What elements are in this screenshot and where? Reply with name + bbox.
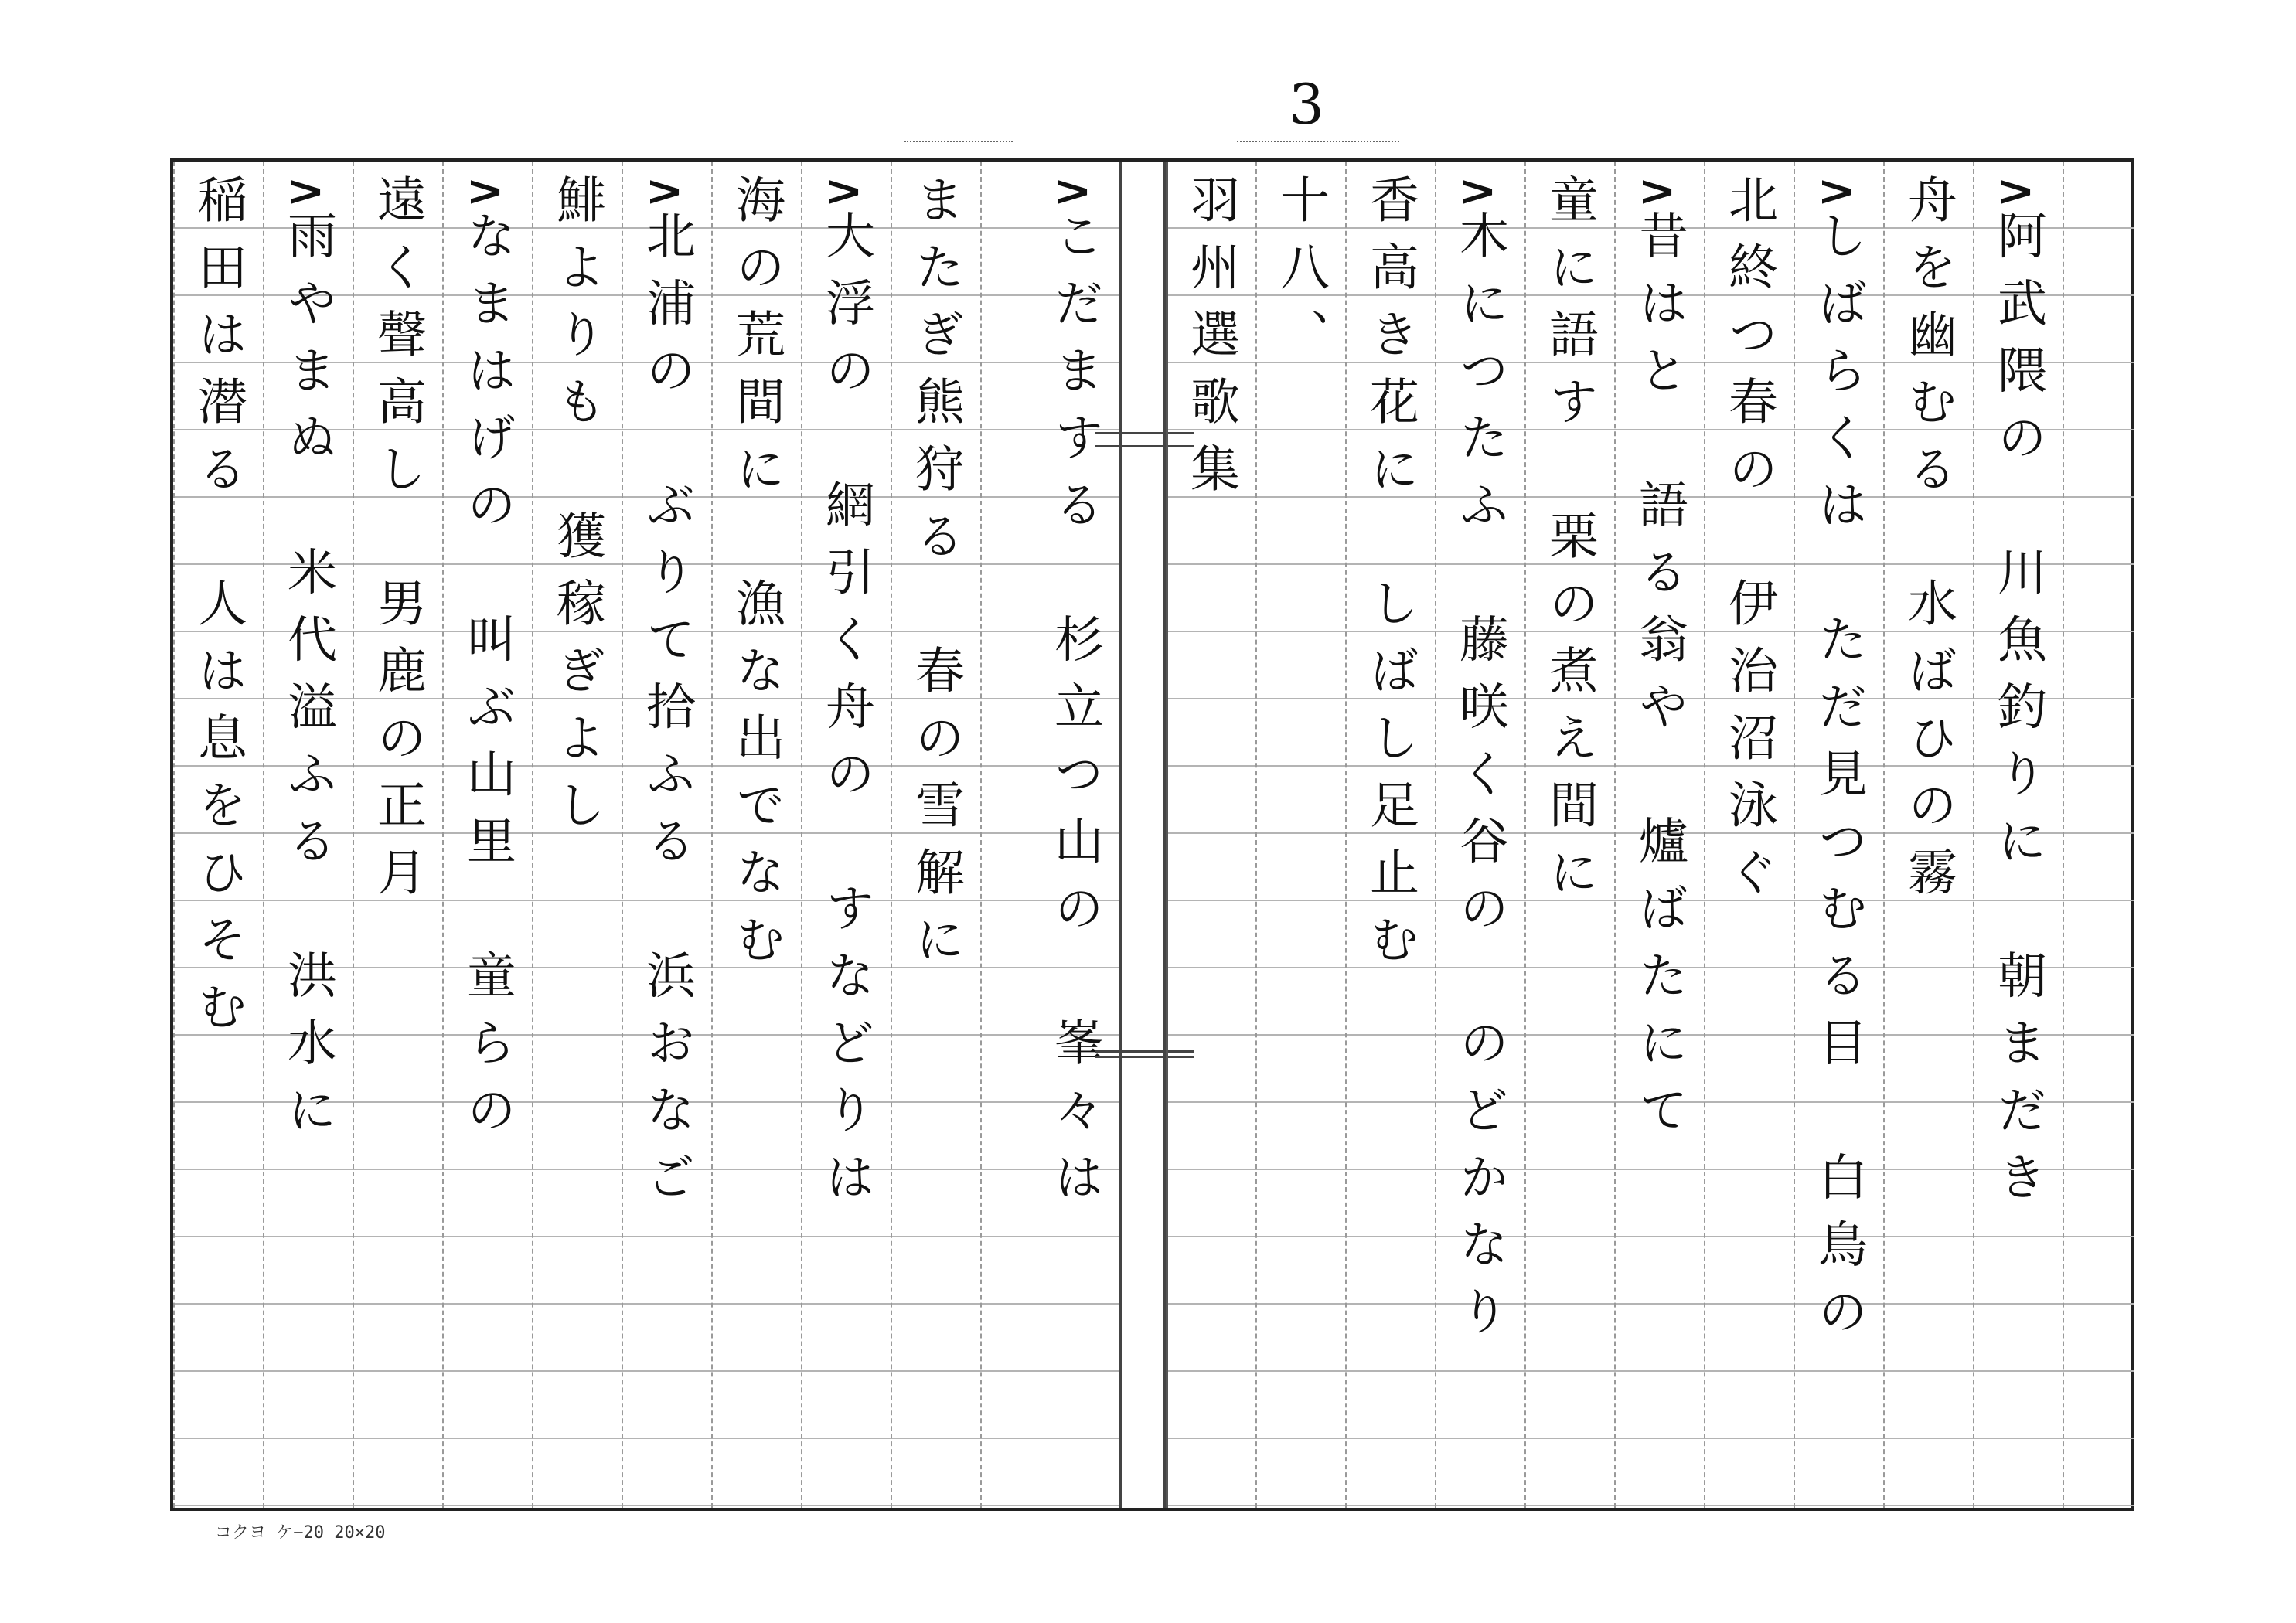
- manuscript-column: [1255, 162, 1345, 1508]
- column-text: 羽州選歌集: [1182, 174, 1239, 510]
- poem-mark: ∧: [1451, 174, 1508, 210]
- poem-mark: ∧: [817, 174, 874, 210]
- manuscript-column: [173, 162, 263, 1508]
- column-text: 北終つ春の 伊治沼泳ぐ: [1720, 174, 1777, 914]
- manuscript-column: [1794, 162, 1883, 1508]
- manuscript-column: [622, 162, 711, 1508]
- column-text: 昔はと 語る翁や 爐ばたにて: [1630, 209, 1688, 1152]
- manuscript-column: [1704, 162, 1794, 1508]
- manuscript-column: [1524, 162, 1614, 1508]
- column-text: 木につたふ 藤咲く谷の のどかなり: [1451, 209, 1508, 1353]
- column-text: 大浮の 網引く舟の すなどりは: [817, 209, 874, 1219]
- poem-mark: ∧: [279, 174, 336, 210]
- page-number-underline-right: [1237, 141, 1399, 142]
- column-text: 雨やまぬ 米代溢ふる 洪水に: [279, 209, 336, 1152]
- column-text: 海の荒間に 漁な出でなむ: [727, 174, 785, 981]
- column-text: 舟を幽むる 水ばひの霧: [1899, 174, 1957, 914]
- column-text: しばらくは ただ見つむる目 白鳥の: [1810, 209, 1867, 1353]
- column-text: 遠く聲高し 男鹿の正月: [369, 174, 426, 914]
- column-text: 阿武隈の 川魚釣りに 朝まだき: [1989, 209, 2046, 1219]
- manuscript-column: [263, 162, 353, 1508]
- column-text: 北浦の ぶりて拾ふる 浜おなご: [638, 209, 695, 1219]
- manuscript-column: [1614, 162, 1704, 1508]
- manuscript-column: [2063, 162, 2134, 1508]
- column-text: 童に語す 栗の煮え間に: [1541, 174, 1598, 914]
- manuscript-column: [980, 162, 1119, 1508]
- manuscript-column: [801, 162, 891, 1508]
- column-text: 稲田は潜る 人は息をひそむ: [189, 174, 247, 1048]
- poem-mark: ∧: [638, 174, 695, 210]
- poem-mark: ∧: [1989, 174, 2046, 210]
- manuscript-column: [1973, 162, 2063, 1508]
- page-number-underline-left: [904, 141, 1013, 142]
- poem-mark: ∧: [458, 174, 516, 210]
- column-text: またぎ熊狩る 春の雪解に: [907, 174, 964, 981]
- column-text: なまはげの 叫ぶ山里 童らの: [458, 209, 516, 1152]
- manuscript-column: [532, 162, 622, 1508]
- manuscript-sheet: [170, 158, 2134, 1511]
- poem-mark: ∧: [1046, 174, 1103, 210]
- manuscript-column: [442, 162, 532, 1508]
- column-text: 香高き花に しばし足止む: [1361, 174, 1419, 981]
- manuscript-column: [891, 162, 980, 1508]
- manuscript-column: [1166, 162, 1255, 1508]
- center-gutter: [1119, 162, 1166, 1508]
- column-text: 十八、: [1272, 174, 1329, 376]
- column-text: 鯡よりも 獲稼ぎよし: [548, 174, 605, 846]
- manuscript-column: [1883, 162, 1973, 1508]
- poem-mark: ∧: [1630, 174, 1688, 210]
- manuscript-column: [353, 162, 442, 1508]
- manuscript-column: [1345, 162, 1435, 1508]
- page-number: 3: [1289, 72, 1324, 137]
- manuscript-column: [711, 162, 801, 1508]
- paper-brand-label: コクヨ ケ−20 20×20: [215, 1523, 386, 1543]
- manuscript-column: [1435, 162, 1524, 1508]
- column-text: こだまする 杉立つ山の 峯々は: [1046, 209, 1103, 1219]
- poem-mark: ∧: [1810, 174, 1867, 210]
